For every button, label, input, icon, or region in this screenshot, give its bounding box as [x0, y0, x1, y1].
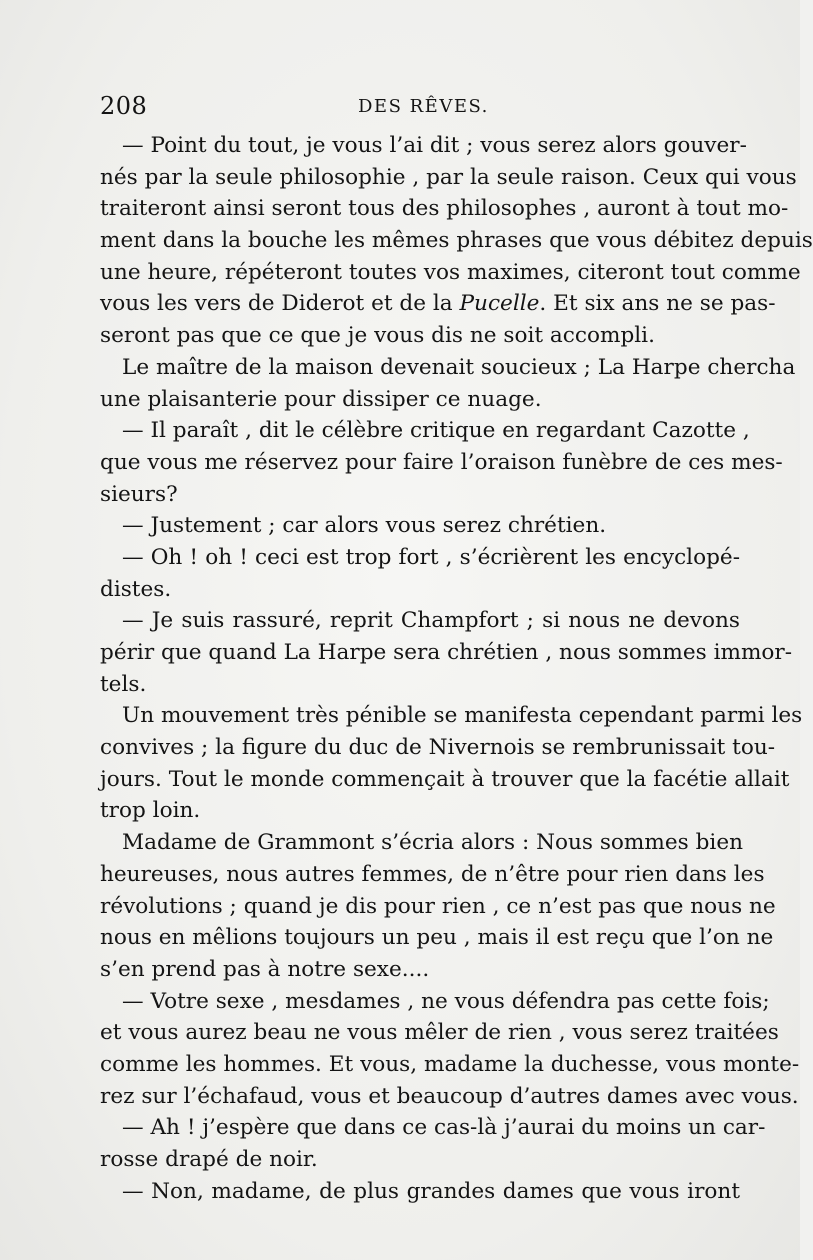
- text-run: vous les vers de Diderot et de la: [100, 291, 460, 317]
- text-run: . Et six ans ne se pas-: [539, 291, 776, 317]
- text-line: Madame de Grammont s’écria alors : Nous sommes bien: [122, 830, 744, 856]
- text-line: — Votre sexe , mesdames , ne vous défendra pas cette fois;: [122, 988, 770, 1014]
- text-line: convives ; la figure du duc de Nivernois se rembrunissait tou-: [100, 735, 776, 761]
- text-line: seront pas que ce que je vous dis ne soit accompli.: [100, 323, 655, 349]
- page-header: [100, 92, 742, 126]
- text-line: — Ah ! j’espère que dans ce cas-là j’aurai du moins un car-: [122, 1115, 766, 1141]
- italic-title: Pucelle: [459, 291, 540, 317]
- text-line: — Justement ; car alors vous serez chrétien.: [122, 513, 607, 539]
- text-line: sieurs?: [100, 481, 178, 507]
- page-number: 208: [100, 92, 148, 120]
- text-line: rosse drapé de noir.: [100, 1147, 318, 1172]
- text-line: — Oh ! oh ! ceci est trop fort , s’écrièrent les encyclopé-: [122, 544, 740, 570]
- text-line: ment dans la bouche les mêmes phrases que vous débitez depuis: [100, 228, 813, 254]
- text-line: et vous aurez beau ne vous mêler de rien , vous serez traitées: [100, 1020, 779, 1046]
- text-line: rez sur l’échafaud, vous et beaucoup d’autres dames avec vous.: [100, 1083, 799, 1109]
- text-line: s’en prend pas à notre sexe....: [100, 956, 430, 982]
- text-line: heureuses, nous autres femmes, de n’être pour rien dans les: [100, 861, 765, 887]
- text-line: [100, 288, 776, 320]
- text-line: Le maître de la maison devenait soucieux ; La Harpe chercha: [122, 354, 796, 380]
- text-line: comme les hommes. Et vous, madame la duchesse, vous monte-: [100, 1051, 800, 1077]
- text-line: trop loin.: [100, 798, 201, 824]
- text-line: une heure, répéteront toutes vos maximes, citeront tout comme: [100, 259, 801, 285]
- text-line: tels.: [100, 671, 147, 697]
- text-line: — Non, madame, de plus grandes dames que vous iront: [122, 1178, 740, 1204]
- text-line: que vous me réservez pour faire l’oraison funèbre de ces mes-: [100, 449, 783, 475]
- text-line: nous en mêlions toujours un peu , mais il est reçu que l’on ne: [100, 925, 774, 951]
- running-title: DES RÊVES.: [358, 96, 489, 117]
- text-line: — Je suis rassuré, reprit Champfort ; si nous ne devons: [122, 608, 740, 634]
- text-line: Un mouvement très pénible se manifesta cependant parmi les: [122, 703, 803, 729]
- body-text: [100, 130, 813, 1207]
- text-line: révolutions ; quand je dis pour rien , ce n’est pas que nous ne: [100, 893, 776, 919]
- text-line: distes.: [100, 576, 172, 602]
- text-line: périr que quand La Harpe sera chrétien , nous sommes immor-: [100, 640, 793, 665]
- text-line: jours. Tout le monde commençait à trouver que la facétie allait: [100, 766, 790, 792]
- text-line: traiteront ainsi seront tous des philosophes , auront à tout mo-: [100, 196, 789, 222]
- text-line: — Il paraît , dit le célèbre critique en regardant Cazotte ,: [122, 418, 750, 444]
- text-line: une plaisanterie pour dissiper ce nuage.: [100, 386, 542, 412]
- text-line: — Point du tout, je vous l’ai dit ; vous serez alors gouver-: [122, 133, 747, 158]
- text-line: nés par la seule philosophie , par la seule raison. Ceux qui vous: [100, 164, 797, 190]
